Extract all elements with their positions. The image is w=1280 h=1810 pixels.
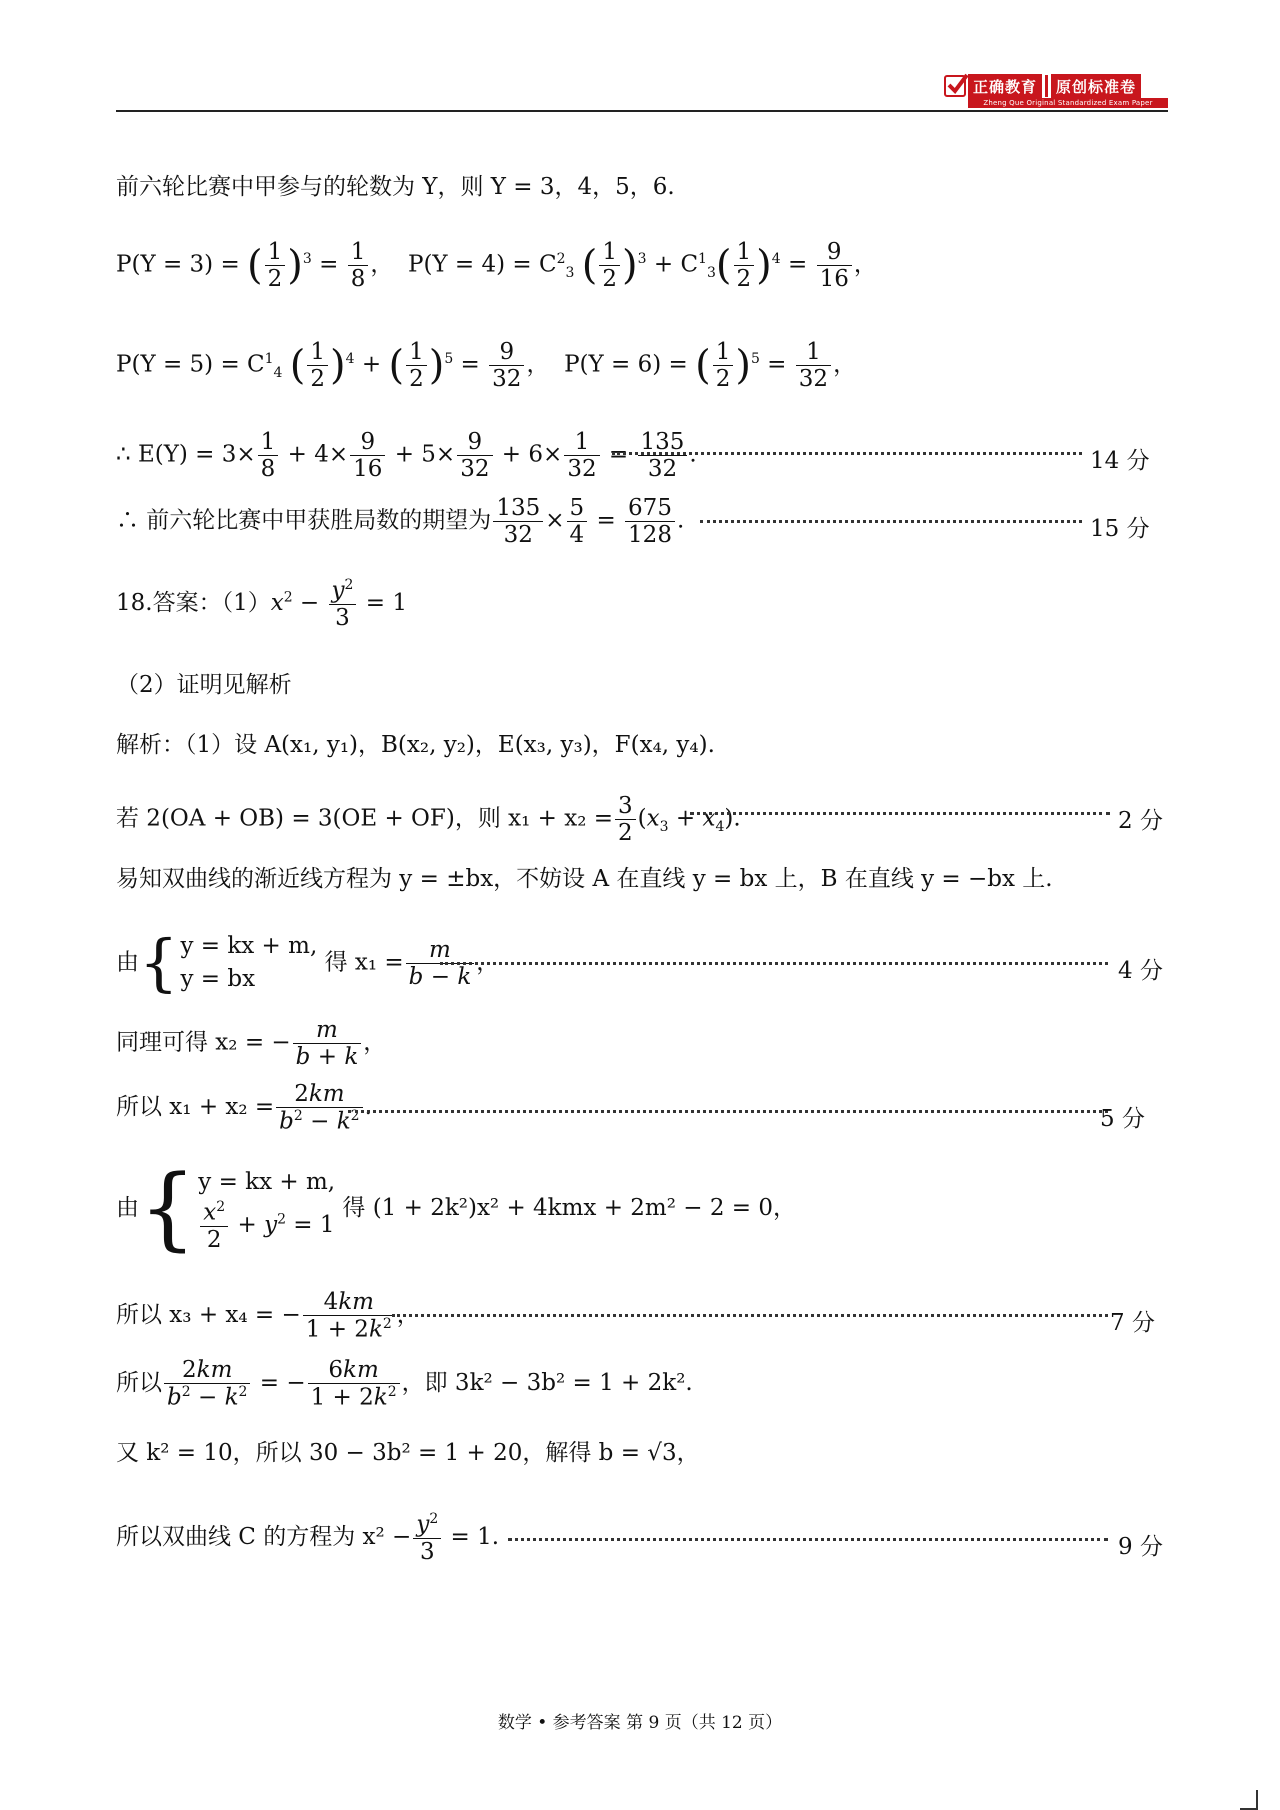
solution-line-12: 同理可得 x₂ = − $\frac{m}{b + k}$ ， <box>116 1017 387 1071</box>
solution-line-14: 由{y = kx + m, $\frac{x^2}{2}$ + $y^2 = 1$ 得 (1 + 2k²)x² + 4kmx + 2m² − 2 = 0， <box>116 1156 797 1261</box>
dotted-leader <box>700 520 1082 523</box>
solution-line-5: ∴ 前六轮比赛中甲获胜局数的期望为 $\frac{135}{32}$ × $\frac{5}{4}$ = $\frac{675}{128}$ . <box>116 495 685 549</box>
prob-y6-lhs: P(Y = 6) = <box>564 351 688 378</box>
solution-line-17: 又 k² = 10，所以 30 − 3b² = 1 + 20，解得 b = √3， <box>116 1440 700 1466</box>
x1-x2-sum: 所以 x₁ + x₂ = <box>116 1093 275 1120</box>
expectation-prefix: ∴ E(Y) = 3× <box>116 441 256 468</box>
equation-prefix: 所以 <box>116 1369 162 1396</box>
game-expectation-prefix: ∴ 前六轮比赛中甲获胜局数的期望为 <box>116 507 492 534</box>
dotted-leader <box>392 1314 1108 1317</box>
publisher-logo <box>944 74 1168 110</box>
score-7: 7 分 <box>1110 1310 1155 1336</box>
score-9: 9 分 <box>1118 1534 1163 1560</box>
system-prefix: 由 <box>116 949 139 976</box>
prob-y4-lhs: P(Y = 4) = C <box>407 251 557 278</box>
solution-line-6: 18.答案：$(1)x^2$ − $\frac{y^2}{3}$ = 1 <box>116 577 407 631</box>
solution-line-11: 由{y = kx + m, y = bx 得 x₁ = $\frac{m}{b - k}$ ， <box>116 926 500 1000</box>
solution-line-9: 若 2(OA + OB) = 3(OE + OF)，则 x₁ + x₂ = $\frac{3}{2}$ $(x_3 + x_4)$. <box>116 793 741 847</box>
logo-subtitle: Zheng Que Original Standardized Exam Paper <box>968 98 1168 108</box>
score-4: 4 分 <box>1118 958 1163 984</box>
x3-x4-sum: 所以 x₃ + x₄ = − <box>116 1301 301 1328</box>
solution-line-2: P(Y = 3) = ( $\frac{1}{2}$ )$^3$ = $\frac{1}{8}$ ， $P(Y = 4) = C^2_3$ ( $\frac{1}{2}$ )$^3 + C^1_3$( $\frac{1}{2}$ )$^4$ = $\frac{9}{16}$ ， <box>116 239 877 293</box>
dotted-leader <box>348 1110 1108 1113</box>
solution-line-18: 所以双曲线 C 的方程为 x² − $\frac{y^2}{3}$ = 1. <box>116 1511 500 1565</box>
checkmark-icon <box>944 75 966 97</box>
hyperbola-equation-prefix: 所以双曲线 C 的方程为 x² − <box>116 1523 412 1550</box>
prob-y5-lhs: P(Y = 5) = C <box>116 351 265 378</box>
prob-y3-lhs: P(Y = 3) = <box>116 251 240 278</box>
score-14: 14 分 <box>1090 448 1150 474</box>
header-rule <box>116 110 1168 112</box>
score-2: 2 分 <box>1118 808 1163 834</box>
vector-condition: 若 2(OA + OB) = 3(OE + OF)，则 x₁ + x₂ = <box>116 805 614 832</box>
score-15: 15 分 <box>1090 516 1150 542</box>
logo-text-right: 原创标准卷 <box>1051 74 1141 99</box>
dotted-leader <box>612 452 1082 455</box>
logo-text-left: 正确教育 <box>968 74 1042 99</box>
corner-mark <box>1256 1790 1258 1810</box>
solution-line-16: 所以 $\frac{2km}{b^2 - k^2}$ = − $\frac{6km}{1 + 2k^2}$ ，即 3k² − 3b² = 1 + 2k². <box>116 1357 693 1411</box>
system2-eq-1: y = kx + m, <box>198 1169 336 1196</box>
logo-separator <box>1045 75 1048 97</box>
solution-line-8: 解析：（1）设 A(x₁, y₁)，B(x₂, y₂)，E(x₃, y₃)，F(x₄, y₄). <box>116 732 715 758</box>
page-footer: 数学 • 参考答案 第 9 页（共 12 页） <box>497 1713 783 1733</box>
x2-result: 同理可得 x₂ = − <box>116 1029 291 1056</box>
score-5: 5 分 <box>1100 1106 1145 1132</box>
solution-line-13: 所以 x₁ + x₂ = $\frac{2km}{b^2 - k^2}$ . <box>116 1081 372 1135</box>
dotted-leader <box>690 812 1110 815</box>
dotted-leader <box>440 962 1108 965</box>
solution-line-3: $P(Y = 5) = C^1_4$ ( $\frac{1}{2}$ )$^4$ + ( $\frac{1}{2}$ )$^5$ = $\frac{9}{32}$ ， P(Y = 6) = ( $\frac{1}{2}$ )$^5$ = $\frac{1}{32}$ ， <box>116 339 857 393</box>
solution-line-15: 所以 x₃ + x₄ = − $\frac{4km}{1 + 2k^2}$ ， <box>116 1289 420 1343</box>
solution-line-1: 前六轮比赛中甲参与的轮数为 Y，则 Y = 3，4，5，6. <box>116 174 675 200</box>
quadratic-result: 得 (1 + 2k²)x² + 4kmx + 2m² − 2 = 0， <box>342 1195 797 1221</box>
solution-line-10: 易知双曲线的渐近线方程为 y = ±bx，不妨设 A 在直线 y = bx 上，B 在直线 y = −bx 上. <box>116 866 1053 892</box>
x1-result: 得 x₁ = <box>324 949 404 976</box>
equation-tail: ，即 3k² − 3b² = 1 + 2k². <box>401 1369 693 1396</box>
system-prefix-2: 由 <box>116 1195 139 1221</box>
system-eq-1: y = kx + m, <box>180 933 318 959</box>
system-eq-2: y = bx <box>180 966 256 993</box>
answer-prefix: 18.答案：（1） <box>116 589 271 616</box>
solution-line-4: ∴ E(Y) = 3× $\frac{1}{8}$ + 4× $\frac{9}{16}$ + 5× $\frac{9}{32}$ + 6× $\frac{1}{32}$ = $\frac{135}{32}$ . <box>116 429 697 483</box>
dotted-leader <box>508 1538 1108 1541</box>
solution-line-7: （2）证明见解析 <box>116 672 292 698</box>
